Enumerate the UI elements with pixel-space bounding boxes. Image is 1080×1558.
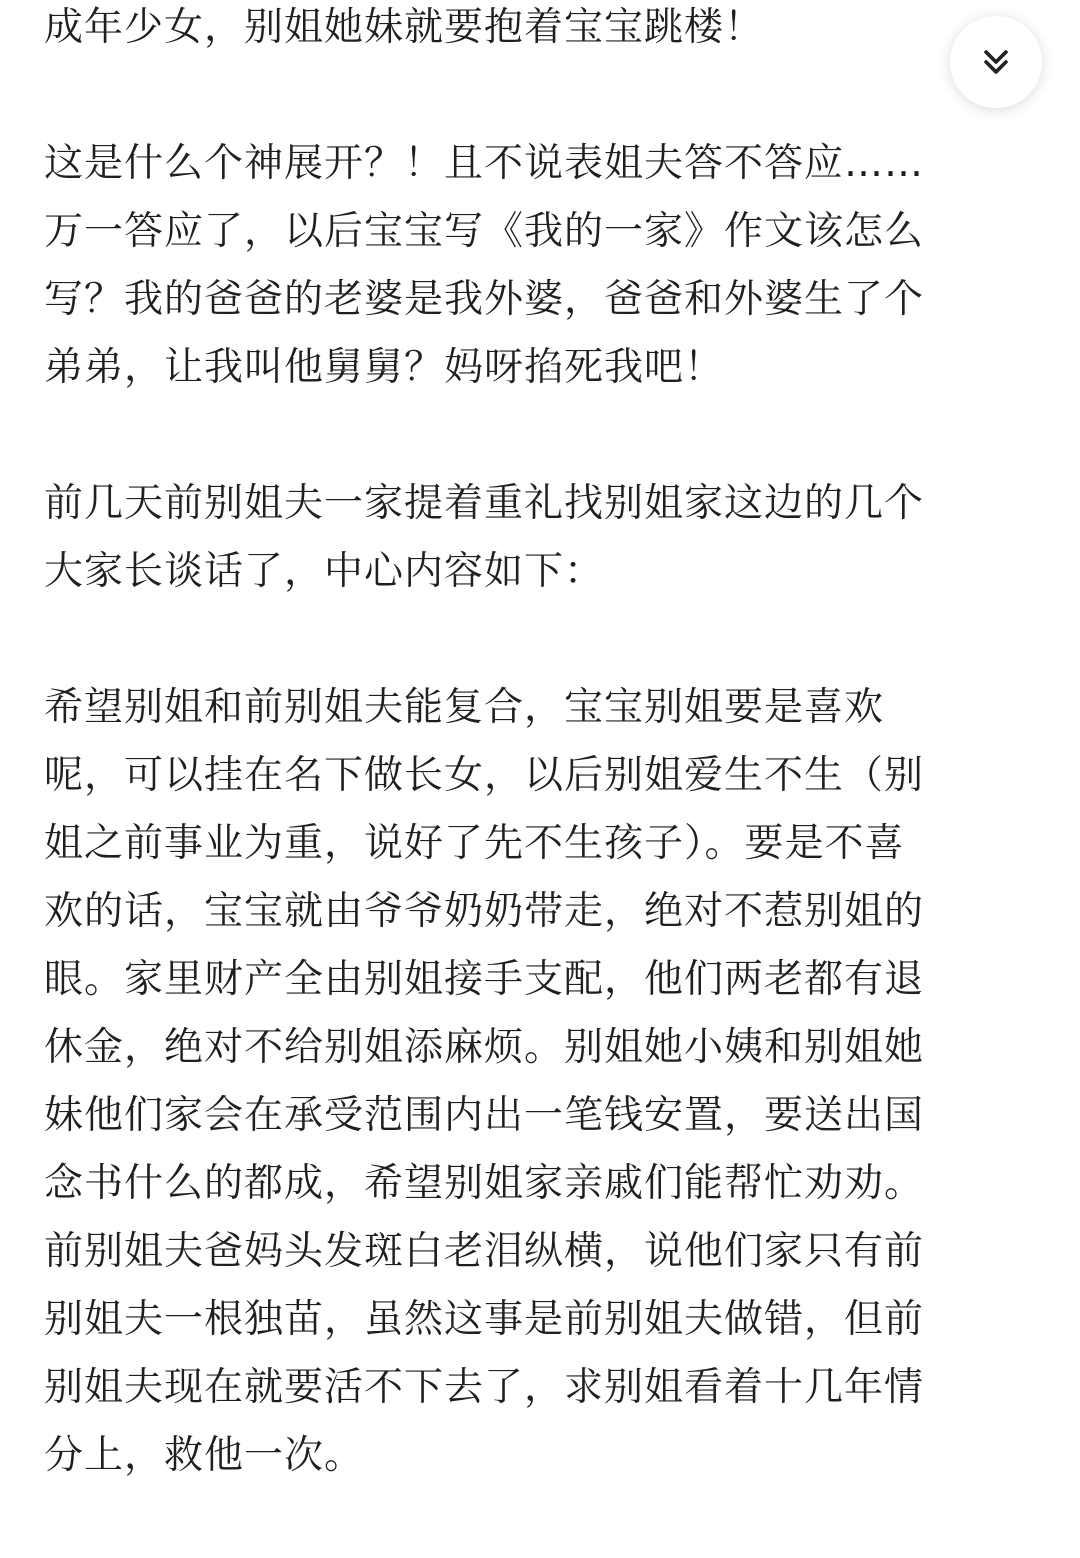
paragraph bbox=[44, 0, 1044, 62]
double-chevron-down-icon bbox=[979, 45, 1013, 79]
article-body bbox=[44, 0, 1044, 1558]
paragraph bbox=[44, 674, 1044, 1558]
paragraph-gap bbox=[44, 402, 1044, 470]
text-line: 弟弟，让我叫他舅舅？妈呀掐死我吧！ bbox=[44, 345, 725, 390]
text-line bbox=[44, 1490, 1044, 1558]
collapse-button[interactable] bbox=[950, 16, 1042, 108]
text-line: 呢，可以挂在名下做长女，以后别姐爱生不生（别 bbox=[44, 753, 925, 798]
text-line: 分上，救他一次。 bbox=[44, 1433, 365, 1478]
text-line: 姐之前事业为重，说好了先不生孩子）。要是不喜 bbox=[44, 821, 905, 866]
text-line: 别姐夫现在就要活不下去了，求别姐看着十几年情 bbox=[44, 1365, 925, 1410]
paragraph-gap bbox=[44, 606, 1044, 674]
text-line: 前几天前别姐夫一家提着重礼找别姐家这边的几个 bbox=[44, 481, 925, 526]
text-line: 妹他们家会在承受范围内出一笔钱安置，要送出国 bbox=[44, 1093, 925, 1138]
text-line: 写？我的爸爸的老婆是我外婆，爸爸和外婆生了个 bbox=[44, 277, 925, 322]
text-line: 眼。家里财产全由别姐接手支配，他们两老都有退 bbox=[44, 957, 925, 1002]
text-line: 这是什么个神展开？！且不说表姐夫答不答应…… bbox=[44, 141, 925, 186]
text-line: 念书什么的都成，希望别姐家亲戚们能帮忙劝劝。 bbox=[44, 1161, 925, 1206]
text-line: 大家长谈话了，中心内容如下： bbox=[44, 549, 605, 594]
text-line: 成年少女，别姐她妹就要抱着宝宝跳楼！ bbox=[44, 5, 765, 50]
text-line: 别姐夫一根独苗，虽然这事是前别姐夫做错，但前 bbox=[44, 1297, 925, 1342]
text-line: 希望别姐和前别姐夫能复合，宝宝别姐要是喜欢 bbox=[44, 685, 885, 730]
text-line: 前别姐夫爸妈头发斑白老泪纵横，说他们家只有前 bbox=[44, 1229, 925, 1274]
paragraph bbox=[44, 130, 1044, 402]
paragraph-gap bbox=[44, 62, 1044, 130]
text-line: 万一答应了，以后宝宝写《我的一家》作文该怎么 bbox=[44, 209, 925, 254]
text-line: 休金，绝对不给别姐添麻烦。别姐她小姨和别姐她 bbox=[44, 1025, 925, 1070]
text-line: 欢的话，宝宝就由爷爷奶奶带走，绝对不惹别姐的 bbox=[44, 889, 925, 934]
paragraph bbox=[44, 470, 1044, 606]
